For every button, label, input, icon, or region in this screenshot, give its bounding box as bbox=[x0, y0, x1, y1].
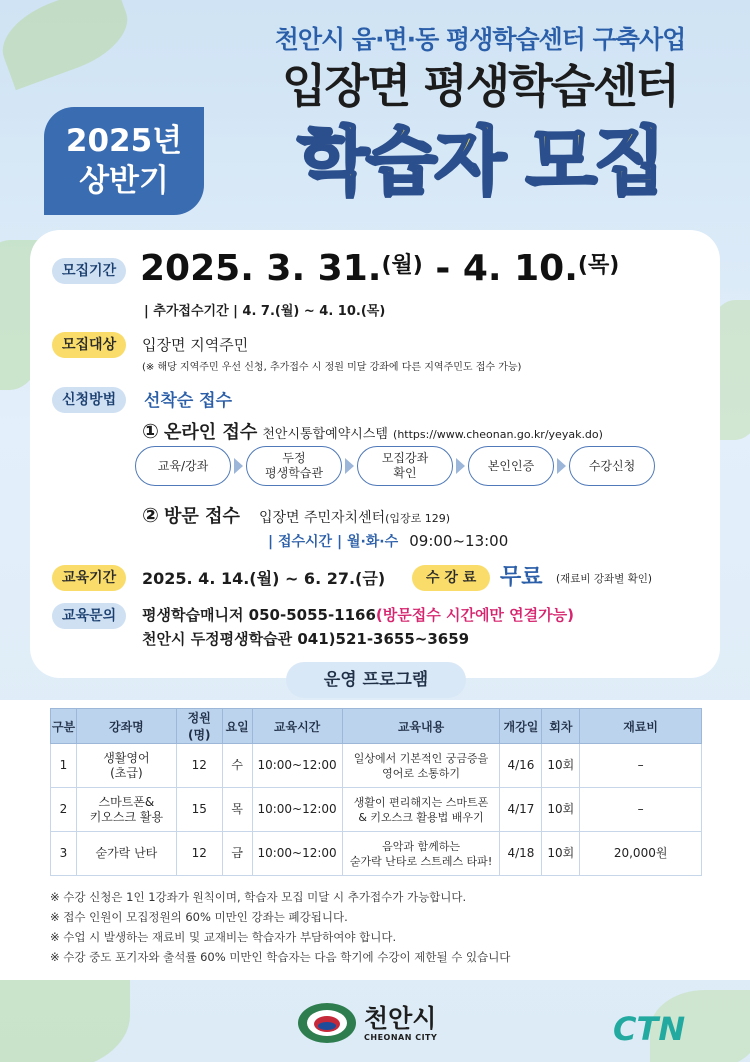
online-title: 온라인 접수 bbox=[164, 422, 258, 443]
online-steps bbox=[135, 446, 655, 488]
half-text: 상반기 bbox=[79, 163, 169, 199]
visit-title: 방문 접수 bbox=[164, 506, 240, 527]
recruit-start-day: (월) bbox=[381, 253, 423, 278]
table-cell: 12 bbox=[176, 832, 222, 876]
table-row bbox=[51, 788, 702, 832]
program-table bbox=[50, 708, 702, 876]
visit-apply bbox=[142, 502, 450, 528]
inquiry-line1 bbox=[142, 604, 574, 625]
table-cell: 생활영어 (초급) bbox=[76, 744, 176, 788]
table-cell: 3 bbox=[51, 832, 77, 876]
fee-label: 수 강 료 bbox=[412, 565, 490, 591]
online-url: (https://www.cheonan.go.kr/yeyak.do) bbox=[393, 428, 603, 441]
visit-time-label: | 접수시간 | 월·화·수 bbox=[268, 534, 399, 550]
recruit-end: 4. 10. bbox=[462, 248, 578, 289]
table-cell: 4/18 bbox=[500, 832, 542, 876]
table-cell: 2 bbox=[51, 788, 77, 832]
online-desc: 천안시통합예약시스템 bbox=[262, 427, 388, 442]
table-cell: 10:00~12:00 bbox=[252, 788, 342, 832]
cheonan-logo bbox=[296, 998, 437, 1048]
table-cell: 20,000원 bbox=[580, 832, 702, 876]
manager-phone-note: (방문접수 시간에만 연결가능) bbox=[375, 606, 574, 624]
col-header: 정원(명) bbox=[176, 709, 222, 744]
table-cell: 10회 bbox=[542, 788, 580, 832]
program-notes bbox=[50, 887, 510, 967]
target-note: (※ 해당 지역주민 우선 신청, 추가접수 시 정원 미달 강좌에 다른 지역주민도 접수 가능) bbox=[142, 362, 522, 373]
col-header: 요일 bbox=[222, 709, 252, 744]
step-2: 두정 평생학습관 bbox=[246, 446, 342, 486]
edu-period-label: 교육기간 bbox=[52, 565, 126, 591]
ctn-logo: CTN bbox=[613, 1010, 686, 1048]
year-text: 2025년 bbox=[65, 123, 183, 159]
note-item: ※ 수강 신청은 1인 1강좌가 원칙이며, 학습자 모집 미달 시 추가접수가 가능합니다. bbox=[50, 890, 467, 904]
method-value: 선착순 접수 bbox=[144, 391, 233, 411]
online-number: ① bbox=[142, 419, 159, 443]
table-cell: 금 bbox=[222, 832, 252, 876]
online-apply bbox=[142, 418, 603, 444]
step-4: 본인인증 bbox=[468, 446, 554, 486]
city-name: 천안시 bbox=[364, 1003, 437, 1033]
note-item: ※ 수업 시 발생하는 재료비 및 교재비는 학습자가 부담하여야 합니다. bbox=[50, 930, 397, 944]
program-title: 운영 프로그램 bbox=[286, 662, 466, 698]
step-3: 모집강좌 확인 bbox=[357, 446, 453, 486]
table-row bbox=[51, 744, 702, 788]
recruit-start: 2025. 3. 31. bbox=[140, 248, 382, 289]
col-header: 재료비 bbox=[580, 709, 702, 744]
recruit-period-value bbox=[140, 248, 619, 289]
edu-period-value: 2025. 4. 14.(월) ~ 6. 27.(금) bbox=[142, 569, 386, 588]
table-cell: 생활이 편리해지는 스마트폰 & 키오스크 활용법 배우기 bbox=[342, 788, 500, 832]
method-label: 신청방법 bbox=[52, 387, 126, 413]
table-cell: 음악과 함께하는 숟가락 난타로 스트레스 타파! bbox=[342, 832, 500, 876]
table-cell: 10회 bbox=[542, 744, 580, 788]
arrow-icon bbox=[234, 458, 243, 474]
note-item: ※ 수강 중도 포기자와 출석률 60% 미만인 학습자는 다음 학기에 수강이 제한될 수 있습니다 bbox=[50, 950, 511, 964]
table-cell: – bbox=[580, 744, 702, 788]
col-header: 강좌명 bbox=[76, 709, 176, 744]
table-cell: 10:00~12:00 bbox=[252, 832, 342, 876]
step-5: 수강신청 bbox=[569, 446, 655, 486]
fee-value: 무료 bbox=[500, 565, 543, 590]
table-cell: 스마트폰& 키오스크 활용 bbox=[76, 788, 176, 832]
table-cell: 수 bbox=[222, 744, 252, 788]
visit-time: 09:00~13:00 bbox=[409, 532, 509, 550]
table-cell: 일상에서 기본적인 궁금증을 영어로 소통하기 bbox=[342, 744, 500, 788]
table-cell: 1 bbox=[51, 744, 77, 788]
inquiry-line2: 천안시 두정평생학습관 041)521-3655~3659 bbox=[142, 630, 470, 648]
target-label: 모집대상 bbox=[52, 332, 126, 358]
center-title: 입장면 평생학습센터 bbox=[282, 59, 678, 113]
recruit-end-day: (목) bbox=[577, 253, 620, 278]
arrow-icon bbox=[345, 458, 354, 474]
project-subtitle: 천안시 읍·면·동 평생학습센터 구축사업 bbox=[274, 25, 686, 54]
manager-phone: 평생학습매니저 050-5055-1166 bbox=[142, 606, 376, 624]
target-value: 입장면 지역주민 bbox=[142, 336, 249, 354]
fee-note: (재료비 강좌별 확인) bbox=[556, 573, 653, 585]
table-cell: 숟가락 난타 bbox=[76, 832, 176, 876]
city-name-en: CHEONAN CITY bbox=[364, 1032, 438, 1042]
cheonan-emblem-icon bbox=[296, 1001, 358, 1045]
col-header: 교육시간 bbox=[252, 709, 342, 744]
table-row bbox=[51, 832, 702, 876]
col-header: 회차 bbox=[542, 709, 580, 744]
table-cell: 10회 bbox=[542, 832, 580, 876]
visit-place: 입장면 주민자치센터 bbox=[258, 510, 386, 526]
table-header-row bbox=[51, 709, 702, 744]
visit-addr: (입장로 129) bbox=[385, 512, 451, 525]
arrow-icon bbox=[557, 458, 566, 474]
col-header: 교육내용 bbox=[342, 709, 500, 744]
table-cell: 4/16 bbox=[500, 744, 542, 788]
arrow-icon bbox=[456, 458, 465, 474]
table-cell: 12 bbox=[176, 744, 222, 788]
table-cell: – bbox=[580, 788, 702, 832]
step-1: 교육/강좌 bbox=[135, 446, 231, 486]
leaf-decoration bbox=[0, 0, 138, 90]
inquiry-label: 교육문의 bbox=[52, 603, 126, 629]
col-header: 개강일 bbox=[500, 709, 542, 744]
visit-time-row bbox=[268, 531, 508, 551]
period-badge bbox=[44, 107, 204, 215]
note-item: ※ 접수 인원이 모집정원의 60% 미만인 강좌는 폐강됩니다. bbox=[50, 910, 348, 924]
recruit-period-label: 모집기간 bbox=[52, 258, 126, 284]
table-cell: 15 bbox=[176, 788, 222, 832]
table-cell: 10:00~12:00 bbox=[252, 744, 342, 788]
recruit-headline: 학습자 모집 bbox=[297, 119, 663, 205]
table-cell: 목 bbox=[222, 788, 252, 832]
col-header: 구분 bbox=[51, 709, 77, 744]
table-cell: 4/17 bbox=[500, 788, 542, 832]
extra-period: | 추가접수기간 | 4. 7.(월) ~ 4. 10.(목) bbox=[144, 304, 386, 319]
recruit-separator: - bbox=[435, 248, 451, 289]
visit-number: ② bbox=[142, 503, 159, 527]
